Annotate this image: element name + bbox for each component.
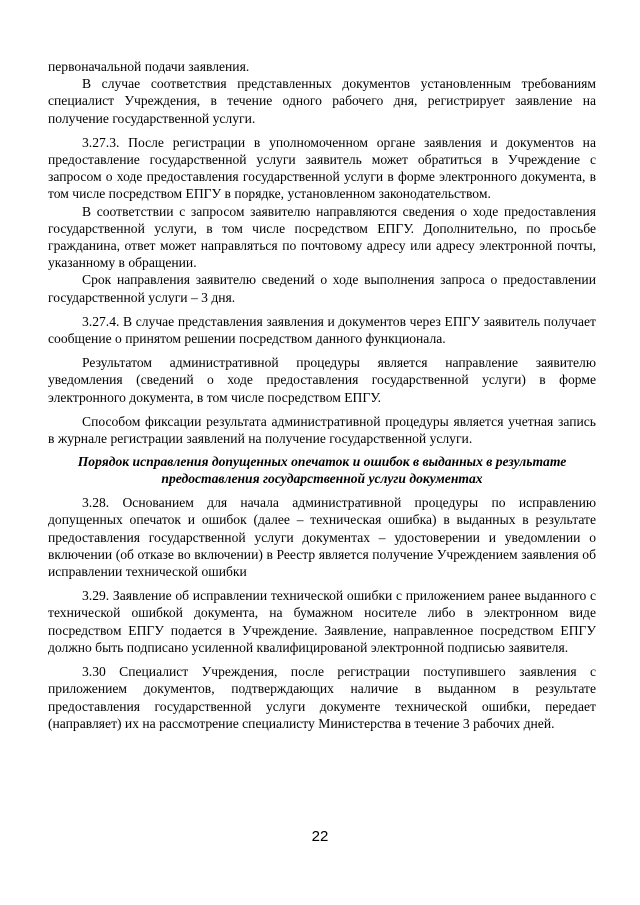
paragraph-information-request: В соответствии с запросом заявителю направляются сведения о ходе предоставления государственной услуги, в том числе посредством ЕПГУ. Дополнительно, по просьбе гражданина, ответ может направляться по почтовому адресу или адресу электронной почты, указанному в обращении.	[48, 203, 596, 271]
paragraph-continuation: первоначальной подачи заявления.	[48, 59, 250, 74]
paragraph-deadline: Срок направления заявителю сведений о ходе выполнения запроса о предоставлении государственной услуги – 3 дня.	[48, 272, 596, 305]
paragraph-result: Результатом административной процедуры является направление заявителю уведомления (сведений о ходе предоставления государственной услуги) в форме электронного документа, в том числе посредством ЕПГУ.	[48, 355, 596, 405]
paragraph-3-28: 3.28. Основанием для начала административной процедуры по исправлению допущенных опечаток и ошибок (далее – техническая ошибка) в выданных в результате предоставления государственной услуги документах – удостоверении и уведомлении о включении (об отказе во включении) в Реестр является получение Учреждением заявления об исправлении технической ошибки	[48, 495, 596, 580]
page-number: 22	[311, 828, 329, 845]
paragraph-3-30: 3.30 Специалист Учреждения, после регистрации поступившего заявления с приложением документов, подтверждающих наличие в выданном в результате предоставления государственной услуги документе технической ошибки, передает (направляет) их на рассмотрение специалисту Министерства в течение 3 рабочих дней.	[48, 664, 596, 731]
section-heading: Порядок исправления допущенных опечаток и ошибок в выданных в результате предоставления государственной услуги документах	[77, 454, 567, 487]
paragraph-registration: В случае соответствия представленных документов установленным требованиям специалист Учреждения, в течение одного рабочего дня, регистрирует заявление на получение государственной услуги.	[48, 76, 596, 126]
paragraph-3-29: 3.29. Заявление об исправлении технической ошибки с приложением ранее выданного с технической ошибкой документа, на бумажном носителе либо в электронном виде посредством ЕПГУ подается в Учреждение. Заявление, направленное посредством ЕПГУ должно быть подписано усиленной квалифицированой электронной подписью заявителя.	[48, 588, 596, 655]
paragraph-3-27-4: 3.27.4. В случае представления заявления и документов через ЕПГУ заявитель получает сообщение о принятом решении посредством данного функционала.	[48, 313, 596, 347]
document-page	[48, 58, 596, 732]
paragraph-3-27-3: 3.27.3. После регистрации в уполномоченном органе заявления и документов на предоставление государственной услуги заявитель может обратиться в Учреждение с запросом о ходе предоставления государственной услуги в форме электронного документа, в том числе посредством ЕПГУ в порядке, установленном законодательством.	[48, 134, 596, 202]
paragraph-fixation: Способом фиксации результата административной процедуры является учетная запись в журнале регистрации заявлений на получение государственной услуги.	[48, 413, 596, 447]
